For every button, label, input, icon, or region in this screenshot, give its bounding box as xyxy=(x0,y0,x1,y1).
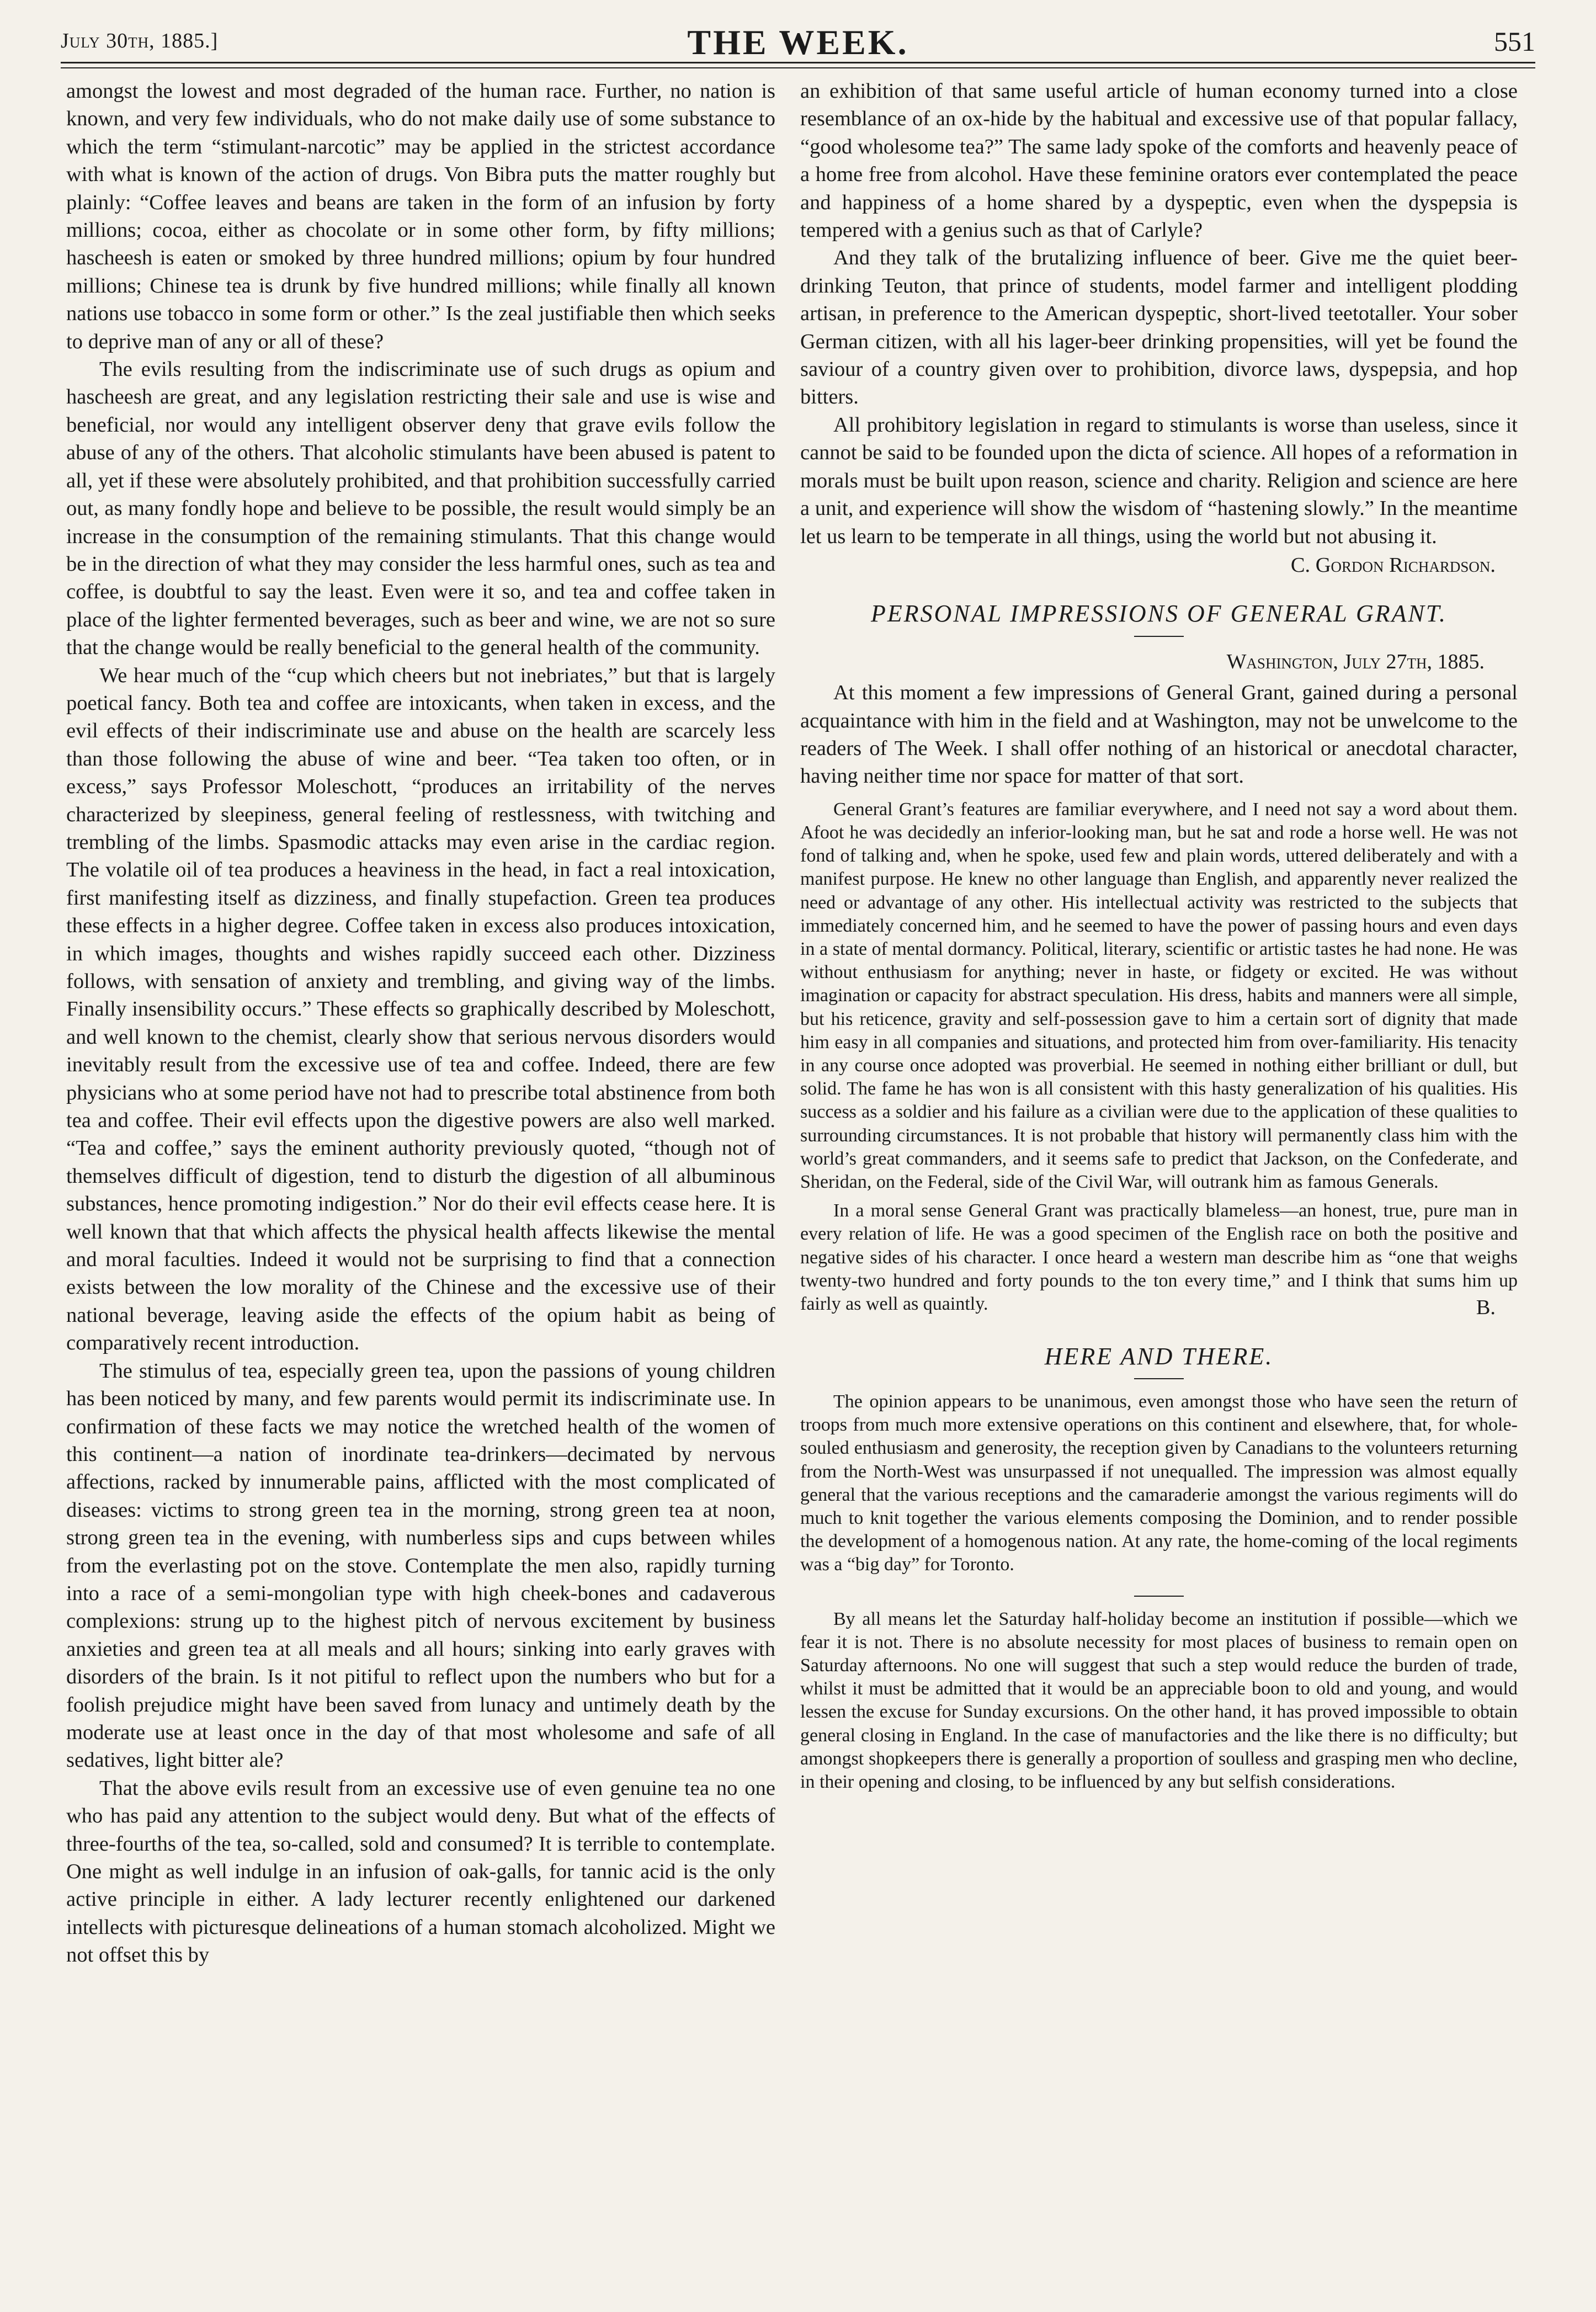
right-column xyxy=(800,77,1518,1794)
section-divider xyxy=(1134,636,1184,637)
item-divider xyxy=(1134,1596,1184,1597)
paragraph: We hear much of the “cup which cheers but not inebriates,” but that is largely poetical fancy. Both tea and coffee are intoxicants, when taken in excess, and the evil effects of their indiscriminate use and abuse on the health are scarcely less than those following the abuse of wine and beer. “Tea taken too often, or in excess,” says Professor Moleschott, “produces an irritability of the nerves characterized by sleepiness, general feeling of restlessness, with twitching and trembling of the limbs. Spasmodic attacks may even arise in the cardiac region. The volatile oil of tea produces a heaviness in the head, in fact a real intoxication, first manifesting itself as dizziness, and finally stupefaction. Green tea produces these effects in a higher degree. Coffee taken in excess also produces intoxication, in which images, thoughts and wishes rapidly succeed each other. Dizziness follows, with sensation of anxiety and trembling, and giving way of the limbs. Finally insensibility occurs.” These effects so graphically described by Moleschott, and well known to the chemist, clearly show that serious nervous disorders would inevitably result from the excessive use of tea and coffee. Indeed, there are few physicians who at some period have not had to prescribe total abstinence from both tea and coffee. Their evil effects upon the digestive powers are also well marked. “Tea and coffee,” says the eminent authority previously quoted, “though not of themselves difficult of digestion, tend to disturb the digestion of all albuminous substances, hence promoting indigestion.” Nor do their evil effects cease here. It is well known that that which affects the physical health affects likewise the mental and moral faculties. Indeed it would not be surprising to find that a connection exists between the low morality of the Chinese and the excessive use of their national beverage, leaving aside the effects of the opium habit as being of comparatively recent introduction. xyxy=(66,663,775,1355)
paragraph: The evils resulting from the indiscriminate use of such drugs as opium and hascheesh are great, and any legislation restricting their sale and use is wise and beneficial, nor would any intelligent observer deny that grave evils follow the abuse of any of the others. That alcoholic stimulants have been abused is patent to all, yet if these were absolutely prohibited, and that prohibition successfully carried out, as many fondly hope and believe to be possible, the result would simply be an increase in the consumption of the remaining stimulants. That this change would be in the direction of what they may consider the less harmful ones, such as tea and coffee, is doubtful to say the least. Even were it so, and tea and coffee taken in place of the lighter fermented beverages, such as beer and wine, we are not so sure that the change would be really beneficial to the general health of the community. xyxy=(66,358,775,660)
paragraph: And they talk of the brutalizing influence of beer. Give me the quiet beer-drinking Teuton, that prince of students, model farmer and intelligent plodding artisan, in preference to the American dyspeptic, short-lived teetotaller. Your sober German citizen, with all his lager-beer drinking propensities, will yet be found the saviour of a country given over to prohibition, divorce laws, dyspepsia, and hop bitters. xyxy=(800,246,1518,409)
grant-article-body xyxy=(800,798,1518,1316)
author-signature: C. Gordon Richardson. xyxy=(1290,553,1496,577)
paragraph: All prohibitory legislation in regard to stimulants is worse than useless, since it cannot be said to be founded upon the dicta of science. All hopes of a reformation in morals must be built upon reason, science and charity. Religion and science are here a unit, and experience will show the wisdom of “hastening slowly.” In the meantime let us learn to be temperate in all things, using the world but not abusing it. xyxy=(800,413,1518,548)
page-number: 551 xyxy=(1494,26,1535,57)
left-column xyxy=(66,77,775,1969)
paragraph: The stimulus of tea, especially green tea, upon the passions of young children has been noticed by many, and few parents would permit its indiscriminate use. In confirmation of these facts we may notice the wretched health of the women of this continent—a nation of inordinate tea-drinkers—decimated by nervous affections, racked by innumerable pains, afflicted with the most complicated of diseases: victims to strong green tea in the morning, strong green tea at noon, strong green tea in the evening, with numberless sips and cups between whiles from the everlasting pot on the stove. Contemplate the men also, rapidly turning into a race of a semi-mongolian type with high cheek-bones and cadaverous complexions: strung up to the highest pitch of nervous excitement by business anxieties and green tea at all meals and all hours; sinking into early graves with disorders of the brain. Is it not pitiful to reflect upon the numbers who but for a foolish prejudice might have been saved from lunacy and untimely death by the moderate use at least once in the day of that most wholesome and safe of all sedatives, light bitter ale? xyxy=(66,1359,775,1772)
header-rule-thin xyxy=(61,67,1535,68)
issue-date: July 30th, 1885.] xyxy=(61,29,219,52)
article-dateline: Washington, July 27th, 1885. xyxy=(1226,650,1485,673)
paragraph: At this moment a few impressions of General Grant, gained during a personal acquaintance with him in the field and at Washington, may not be unwelcome to the readers of The Week. I shall offer nothing of an historical or anecdotal character, having neither time nor space for matter of that sort. xyxy=(800,681,1518,788)
paragraph: General Grant’s features are familiar everywhere, and I need not say a word about them. Afoot he was decidedly an inferior-looking man, but he sat and rode a horse well. He was not fond of talking and, when he spoke, used few and plain words, uttered deliberately and with a manifest purpose. He knew no other language than English, and apparently never realized the need or advantage of any other. His intellectual activity was restricted to the subjects that immediately concerned him, and he seemed to have the power of passing hours and even days in a state of mental dormancy. Political, literary, scientific or artistic tastes he had none. He was without enthusiasm for anything; never in haste, or fidgety or excited. He was without imagination or capacity for abstract speculation. His dress, habits and manners were all simple, but his reticence, gravity and self-possession gave to him a certain sort of dignity that made him easy in all companies and situations, and protected him from over-familiarity. His tenacity in any course once adopted was proverbial. He seemed in nothing either brilliant or dull, but solid. The fame he has won is all consistent with this hasty generalization of his qualities. His success as a soldier and his failure as a civilian were due to the application of these qualities to surrounding circumstances. It is not probable that history will permanently class him with the world’s great commanders, and it seems safe to predict that Jackson, on the Confederate, and Sheridan, on the Federal, side of the Civil War, will outrank him as famous Generals. xyxy=(800,799,1518,1192)
paragraph: In a moral sense General Grant was practically blameless—an honest, true, pure man in every relation of life. He was a good specimen of the English race on both the positive and negative sides of his character. I once heard a western man describe him as “one that weighs twenty-two hundred and forty pounds to the ton every time,” and I think that sums him up fairly as well as quaintly. xyxy=(800,1200,1518,1315)
masthead-title: THE WEEK. xyxy=(687,23,909,62)
paragraph: amongst the lowest and most degraded of the human race. Further, no nation is known, and very few individuals, who do not make daily use of some substance to which the term “stimulant-narcotic” may be applied in the strictest accordance with what is known of the action of drugs. Von Bibra puts the matter roughly but plainly: “Coffee leaves and beans are taken in the form of an infusion by forty millions; cocoa, either as chocolate or in some other form, by fifty millions; hascheesh is eaten or smoked by three hundred millions; opium by four hundred millions; Chinese tea is drunk by five hundred millions; while finally all known nations use tobacco in some form or other.” Is the zeal justifiable then which seeks to deprive man of any or all of these? xyxy=(66,79,775,353)
paragraph: The opinion appears to be unanimous, even amongst those who have seen the return of troops from much more extensive operations on this continent and elsewhere, that, for whole-souled enthusiasm and generosity, the reception given by Canadians to the volunteers returning from the North-West was unsurpassed if not unequalled. The impression was almost equally general that the various receptions and the camaraderie amongst the various regiments will do much to knit together the various elements composing the Dominion, and to render possible the development of a homogenous nation. At any rate, the home-coming of the local regiments was a “big day” for Toronto. xyxy=(800,1391,1518,1575)
paragraph: That the above evils result from an excessive use of even genuine tea no one who has paid any attention to the subject would deny. But what of the effects of three-fourths of the tea, so-called, sold and consumed? It is terrible to contemplate. One might as well indulge in an infusion of oak-galls, for tannic acid is the only active principle in either. A lady lecturer recently enlightened our darkened intellects with picturesque delineations of a human stomach alcoholized. Might we not offset this by xyxy=(66,1776,775,1967)
paragraph: an exhibition of that same useful article of human economy turned into a close resemblance of an ox-hide by the habitual and excessive use of that popular fallacy, “good wholesome tea?” The same lady spoke of the comforts and heavenly peace of a home free from alcohol. Have these feminine orators ever contemplated the peace and happiness of a home shared by a dyspeptic, even when the dyspepsia is tempered with a genius such as that of Carlyle? xyxy=(800,79,1518,242)
article-signature: B. xyxy=(1476,1296,1496,1320)
here-and-there-body xyxy=(800,1390,1518,1794)
section-title-here-and-there: HERE AND THERE. xyxy=(1044,1342,1274,1370)
paragraph: By all means let the Saturday half-holiday become an institution if possible—which we fear it is not. There is no absolute necessity for most places of business to remain open on Saturday afternoons. No one will suggest that such a step would reduce the burden of trade, whilst it must be admitted that it would be an appreciable boon to old and young, and would lessen the excuse for Sunday excursions. On the other hand, it has proved impossible to obtain general closing in England. In the case of manufactories and the like there is no difficulty; but amongst shopkeepers there is generally a proportion of soulless and grasping men who decline, in their opening and closing, to be influenced by any but selfish considerations. xyxy=(800,1608,1518,1793)
header-rule xyxy=(61,62,1535,63)
page-header xyxy=(61,22,1535,83)
section-title-grant: PERSONAL IMPRESSIONS OF GENERAL GRANT. xyxy=(870,600,1448,628)
section-divider xyxy=(1134,1378,1184,1379)
